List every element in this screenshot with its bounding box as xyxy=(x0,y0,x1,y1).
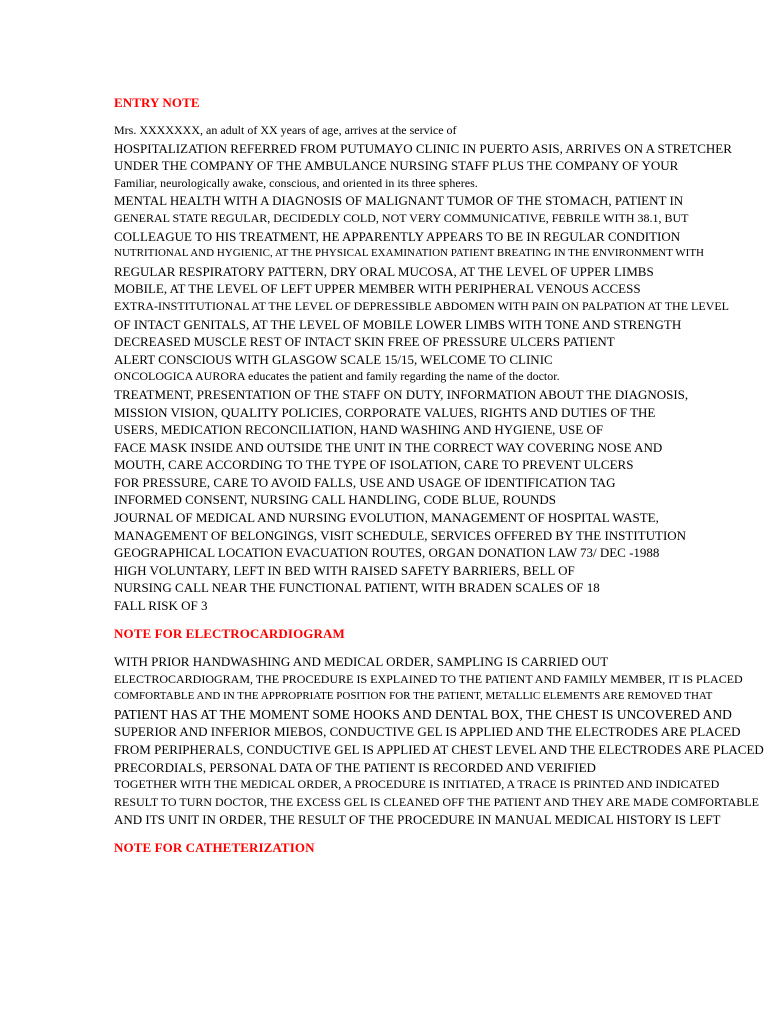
body-line: NUTRITIONAL AND HYGIENIC, AT THE PHYSICAL EXAMINATION PATIENT BREATING IN THE ENVIRONMENT WITH xyxy=(114,247,704,260)
body-line: MOUTH, CARE ACCORDING TO THE TYPE OF ISOLATION, CARE TO PREVENT ULCERS xyxy=(114,457,634,473)
body-line: EXTRA-INSTITUTIONAL AT THE LEVEL OF DEPRESSIBLE ABDOMEN WITH PAIN ON PALPATION AT THE LEVEL xyxy=(114,298,730,313)
body-line: MISSION VISION, QUALITY POLICIES, CORPORATE VALUES, RIGHTS AND DUTIES OF THE xyxy=(114,404,656,420)
body-line: COLLEAGUE TO HIS TREATMENT, HE APPARENTLY APPEARS TO BE IN REGULAR CONDITION xyxy=(114,228,681,244)
electrocardiogram-body xyxy=(114,653,768,829)
body-line: PRECORDIALS, PERSONAL DATA OF THE PATIENT IS RECORDED AND VERIFIED xyxy=(114,759,596,775)
body-line: TREATMENT, PRESENTATION OF THE STAFF ON DUTY, INFORMATION ABOUT THE DIAGNOSIS, xyxy=(114,386,689,402)
body-line: REGULAR RESPIRATORY PATTERN, DRY ORAL MUCOSA, AT THE LEVEL OF UPPER LIMBS xyxy=(114,263,654,279)
body-line: Familiar, neurologically awake, conscious, and oriented in its three spheres. xyxy=(114,175,478,190)
body-line: SUPERIOR AND INFERIOR MIEBOS, CONDUCTIVE GEL IS APPLIED AND THE ELECTRODES ARE PLACED xyxy=(114,724,741,740)
body-line: TOGETHER WITH THE MEDICAL ORDER, A PROCEDURE IS INITIATED, A TRACE IS PRINTED AND INDICATED xyxy=(114,777,720,792)
body-line: COMFORTABLE AND IN THE APPROPRIATE POSITION FOR THE PATIENT, METALLIC ELEMENTS ARE REMOVED THAT xyxy=(114,690,713,703)
body-line: UNDER THE COMPANY OF THE AMBULANCE NURSING STAFF PLUS THE COMPANY OF YOUR xyxy=(114,158,679,174)
body-line: WITH PRIOR HANDWASHING AND MEDICAL ORDER, SAMPLING IS CARRIED OUT xyxy=(114,654,609,669)
body-line: FOR PRESSURE, CARE TO AVOID FALLS, USE AND USAGE OF IDENTIFICATION TAG xyxy=(114,474,616,490)
body-line: OF INTACT GENITALS, AT THE LEVEL OF MOBILE LOWER LIMBS WITH TONE AND STRENGTH xyxy=(114,316,682,332)
body-line: NURSING CALL NEAR THE FUNCTIONAL PATIENT, WITH BRADEN SCALES OF 18 xyxy=(114,580,600,596)
body-line: FALL RISK OF 3 xyxy=(114,598,208,614)
section-heading-entry-note: ENTRY NOTE xyxy=(114,95,200,110)
section-heading-electrocardiogram: NOTE FOR ELECTROCARDIOGRAM xyxy=(114,626,345,641)
body-line: FROM PERIPHERALS, CONDUCTIVE GEL IS APPLIED AT CHEST LEVEL AND THE ELECTRODES ARE PLACED xyxy=(114,741,764,757)
body-line: FACE MASK INSIDE AND OUTSIDE THE UNIT IN THE CORRECT WAY COVERING NOSE AND xyxy=(114,439,663,455)
body-line: JOURNAL OF MEDICAL AND NURSING EVOLUTION, MANAGEMENT OF HOSPITAL WASTE, xyxy=(114,510,659,526)
body-line: GEOGRAPHICAL LOCATION EVACUATION ROUTES, ORGAN DONATION LAW 73/ DEC -1988 xyxy=(114,545,660,561)
entry-note-body xyxy=(114,122,768,615)
body-line: RESULT TO TURN DOCTOR, THE EXCESS GEL IS CLEANED OFF THE PATIENT AND THEY ARE MADE COMFORTABLE xyxy=(114,794,759,809)
body-line: ONCOLOGICA AURORA educates the patient and family regarding the name of the doctor. xyxy=(114,369,560,384)
body-line: HIGH VOLUNTARY, LEFT IN BED WITH RAISED SAFETY BARRIERS, BELL OF xyxy=(114,562,575,578)
body-line: USERS, MEDICATION RECONCILIATION, HAND WASHING AND HYGIENE, USE OF xyxy=(114,422,604,438)
body-line: MOBILE, AT THE LEVEL OF LEFT UPPER MEMBER WITH PERIPHERAL VENOUS ACCESS xyxy=(114,281,641,297)
body-line: Mrs. XXXXXXX, an adult of XX years of age, arrives at the service of xyxy=(114,123,457,137)
body-line: INFORMED CONSENT, NURSING CALL HANDLING, CODE BLUE, ROUNDS xyxy=(114,492,556,508)
body-line: PATIENT HAS AT THE MOMENT SOME HOOKS AND DENTAL BOX, THE CHEST IS UNCOVERED AND xyxy=(114,706,732,722)
body-line: ALERT CONSCIOUS WITH GLASGOW SCALE 15/15, WELCOME TO CLINIC xyxy=(114,351,553,367)
body-line: MANAGEMENT OF BELONGINGS, VISIT SCHEDULE, SERVICES OFFERED BY THE INSTITUTION xyxy=(114,527,687,543)
body-line: AND ITS UNIT IN ORDER, THE RESULT OF THE PROCEDURE IN MANUAL MEDICAL HISTORY IS LEFT xyxy=(114,812,721,828)
body-line: MENTAL HEALTH WITH A DIAGNOSIS OF MALIGNANT TUMOR OF THE STOMACH, PATIENT IN xyxy=(114,193,684,209)
body-line: GENERAL STATE REGULAR, DECIDEDLY COLD, NOT VERY COMMUNICATIVE, FEBRILE WITH 38.1, BUT xyxy=(114,210,689,225)
body-line: HOSPITALIZATION REFERRED FROM PUTUMAYO CLINIC IN PUERTO ASIS, ARRIVES ON A STRETCHER xyxy=(114,140,732,156)
body-line: DECREASED MUSCLE REST OF INTACT SKIN FREE OF PRESSURE ULCERS PATIENT xyxy=(114,334,615,350)
section-heading-catheterization: NOTE FOR CATHETERIZATION xyxy=(114,840,315,855)
body-line: ELECTROCARDIOGRAM, THE PROCEDURE IS EXPLAINED TO THE PATIENT AND FAMILY MEMBER, IT IS PLACED xyxy=(114,671,743,686)
